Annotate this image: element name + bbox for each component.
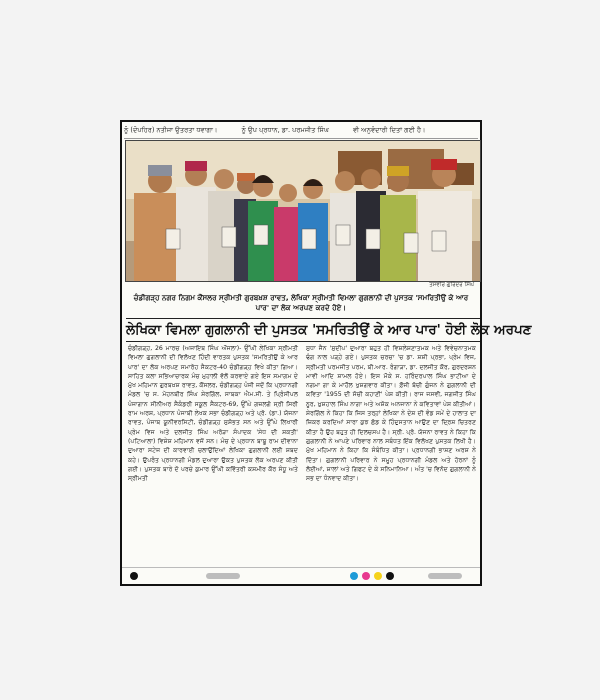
article-body	[128, 344, 476, 566]
registration-strip	[206, 573, 240, 579]
article-column-left: ਚੰਡੀਗੜ੍ਹ, 26 ਮਾਰਚ (ਅਜਾਇਬ ਸਿੰਘ ਔਜਲਾ)- ਉੱਘੀ ਲੇਖਿਕਾ ਸ੍ਰੀਮਤੀ ਵਿਮਲਾ ਗੁਗਲਾਨੀ ਦੀ ਵਿਲੱਖਣ ਹਿੰਦੀ ਵਾਰਤਕ ਪੁਸਤਕ 'ਸਮਰਿਤੀਉਂ ਕੇ ਆਰ ਪਾਰ' ਦਾ ਲੋਕ ਅਰਪਣ ਸਮਾਰੋਹ ਸੈਕਟਰ-40 ਚੰਡੀਗੜ੍ਹ ਵਿਖੇ ਕੀਤਾ ਗਿਆ। ਸਾਹਿਤ ਕਲਾ ਸਭਿਆਚਾਰਕ ਮੰਚ ਮੁਹਾਲੀ ਵੱਲੋਂ ਕਰਵਾਏ ਗਏ ਇਸ ਸਮਾਗਮ ਦੇ ਮੁੱਖ ਮਹਿਮਾਨ ਗੁਰਬਖ਼ਸ਼ ਰਾਵਤ, ਕੌਂਸਲਰ, ਚੰਡੀਗੜ੍ਹ ਪੰਜੀ ਜਦੋਂ ਕਿ ਪ੍ਰਧਾਨਗੀ ਮੰਡਲ 'ਚ ਸ. ਮੋਹਨਬੀਰ ਸਿੰਘ ਸ਼ੇਰਗਿੱਲ, ਸਾਬਕਾ ਐਮ.ਸੀ. ਤੇ ਪ੍ਰਿੰਸੀਪਲ ਪੰਜਾਗਾਨ ਸੀਨੀਅਰ ਸੈਕੰਡਰੀ ਸਕੂਲ ਸੈਕਟਰ-69, ਉੱਘੇ ਗਜ਼ਲਗੋ ਸ੍ਰੀ ਸਿਰੀ ਰਾਮ ਅਰਸ਼, ਪ੍ਰਧਾਨ ਪੰਜਾਬੀ ਲੇਖਕ ਸਭਾ ਚੰਡੀਗੜ੍ਹ ਅਤੇ ਪ੍ਰੋ. (ਡਾ.) ਯੋਜਨਾ ਰਾਵਤ, ਪੰਜਾਬ ਯੂਨੀਵਰਸਿਟੀ, ਚੰਡੀਗੜ੍ਹ ਸੁਸ਼ੋਭਤ ਸਨ ਅਤੇ ਉੱਘੇ ਲਿਖਾਰੀ ਪ੍ਰੇਮ ਵਿਜ ਅਤੇ ਦਲਜੀਤ ਸਿੰਘ ਅਰੋੜਾ ਸੰਪਾਦਕ 'ਸੇਧ ਦੀ ਸ਼ਕਤੀ' (ਪਟਿਆਲਾ) ਵਿਸ਼ੇਸ਼ ਮਹਿਮਾਨ ਵਜੋਂ ਸਨ। ਮੰਚ ਦੇ ਪ੍ਰਧਾਨ ਬਾਬੂ ਰਾਮ ਦੀਵਾਨਾ ਦੁਆਰਾ ਸਟੇਜ ਦੀ ਕਾਰਵਾਈ ਚਲਾਉਂਦਿਆਂ ਲੇਖਿਕਾ ਗੁਗਲਾਨੀ ਲਈ ਸ਼ਬਦ ਕਹੇ। ਉਪਰੰਤ ਪ੍ਰਧਾਨਗੀ ਮੰਡਲ ਦੁਆਰਾ ਉਕਤ ਪੁਸਤਕ ਲੋਕ ਅਰਪਣ ਕੀਤੀ ਗਈ। ਪੁਸਤਕ ਬਾਰੇ ਦੋ ਪਰਚੇ ਕੁਮਾਰ ਉੱਘੀ ਕਵਿੱਤਰੀ ਕਸ਼ਮੀਰ ਕੌਰ ਸੰਧੂ ਅਤੇ ਸ੍ਰੀਮਤੀ	[128, 345, 298, 483]
event-photo	[125, 140, 481, 282]
cyan-registration-icon	[350, 572, 358, 580]
previous-article-strip	[124, 122, 478, 139]
top-strip-text: ਵੀ ਅਨੁਵੰਦਾਰੀ ਦਿਤਾਂ ਗਈ ਹੈ।	[352, 126, 426, 134]
print-registration-bar	[122, 567, 480, 584]
magenta-registration-icon	[362, 572, 370, 580]
article-headline: ਲੇਖਿਕਾ ਵਿਮਲਾ ਗੁਗਲਾਨੀ ਦੀ ਪੁਸਤਕ 'ਸਮਰਿਤੀਉਂ ਕੇ ਆਰ ਪਾਰ' ਹੋਈ ਲੋਕ ਅਰਪਣ	[126, 318, 480, 342]
group-photo-illustration	[126, 141, 480, 281]
photo-caption: ਚੰਡੀਗੜ੍ਹ ਨਗਰ ਨਿਗਮ ਕੌਂਸਲਰ ਸ੍ਰੀਮਤੀ ਗੁਰਬਖ਼ਸ਼ ਰਾਵਤ, ਲੇਖਿਕਾ ਸ੍ਰੀਮਤੀ ਵਿਮਲਾ ਗੁਗਲਾਨੀ ਦੀ ਪੁਸਤਕ 'ਸਮਰਿਤੀਉਂ ਕੇ ਆਰ ਪਾਰ' ਦਾ ਲੋਕ ਅਰਪਣ ਕਰਦੇ ਹੋਏ।	[133, 293, 469, 312]
photo-credit: ਤਸਵੀਰ ਗੁਰਿੰਦਰ ਸਿੰਘ	[429, 282, 474, 288]
registration-strip	[428, 573, 462, 579]
registration-mark-icon	[130, 572, 138, 580]
article-column-right: ਸੁਧਾ ਜੈਨ 'ਸੁਦੀਪ' ਦੁਆਰਾ ਬਹੁਤ ਹੀ ਵਿਸ਼ਲੇਸ਼ਣਾਤਮਕ ਅਤੇ ਵਿਵੇਚਨਾਤਮਕ ਢੰਗ ਨਾਲ ਪੜ੍ਹੇ ਗਏ। ਪੁਸਤਕ ਚਰਚਾ 'ਚ ਡਾ. ਸ਼ਸ਼ੀ ਪ੍ਰਭਾ, ਪ੍ਰੇਮ ਵਿਜ, ਸ੍ਰੀਮਤੀ ਪਰਮਜੀਤ ਪਰਮ, ਬੀ.ਆਰ. ਰੰਗਾੜਾ, ਡਾ. ਦਲਜੀਤ ਕੌਰ, ਗੁਰਦਰਸ਼ਨ ਮਾਵੀ ਆਦਿ ਸ਼ਾਮਲ ਹੋਏ। ਇਸ ਮੌਕੇ ਸ. ਹਰਿੰਦਰਪਾਲ ਸਿੰਘ ਭਾਟੀਆ ਦੇ ਨਗਮਾ ਗਾ ਕੇ ਮਾਹੌਲ ਖੁਸ਼ਗਵਾਰ ਕੀਤਾ। ਫ਼ੌਜੀ ਬੱਚੀ ਗੁੰਜਨ ਨੇ ਗੁਗਲਾਨੀ ਦੀ ਕਵਿਤਾ '1955 ਦੀ ਸੱਚੀ ਕਹਾਣੀ' ਪੇਸ਼ ਕੀਤੀ। ਰਾਜ ਜਸਵੀ, ਜਗਜੀਤ ਸਿੰਘ ਨੂਰ, ਖ਼ੁਸ਼ਹਾਲ ਸਿੰਘ ਨਾਗਾ ਅਤੇ ਅਸ਼ੋਕ ਅਨਜਾਨਾ ਨੇ ਕਵਿਤਾਵਾਂ ਪੇਸ਼ ਕੀਤੀਆਂ। ਸ਼ੇਰਗਿੱਲ ਨੇ ਕਿਹਾ ਕਿ ਜਿਸ ਤਰ੍ਹਾਂ ਲੇਖਿਕਾ ਨੇ ਦੇਸ਼ ਦੀ ਵੰਡ ਸਮੇਂ ਦੇ ਹਾਲਾਤ ਦਾ ਜ਼ਿਕਰ ਕਰਦਿਆਂ ਸਾਰਾ ਕੁਝ ਛੱਡ ਕੇ ਹਿੰਦੁਸਤਾਨ ਆਉਣ ਦਾ ਦ੍ਰਿਸ਼ ਚਿਤਰਣ ਕੀਤਾ ਹੈ ਉਹ ਬਹੁਤ ਹੀ ਦਿਲਚਸਪ ਹੈ। ਸ੍ਰੀ. ਪ੍ਰੋ. ਯੋਜਨਾ ਰਾਵਤ ਨੇ ਕਿਹਾ ਕਿ ਗੁਗਲਾਨੀ ਨੇ ਆਪਣੇ ਪਰਿਵਾਰ ਨਾਲ ਸਬੰਧਤ ਇੱਕ ਵਿਲੱਖਣ ਪੁਸਤਕ ਲਿਖੀ ਹੈ। ਮੁੱਖ ਮਹਿਮਾਨ ਨੇ ਕਿਹਾ ਕਿ ਸੰਬੰਧਿਤ ਕੀਤਾ। ਪ੍ਰਧਾਨਗੀ ਭਾਸ਼ਣ ਅਰਸ਼ ਨੇ ਦਿੱਤਾ। ਗੁਗਲਾਨੀ ਪਰਿਵਾਰ ਨੇ ਸਮੂਹ ਪ੍ਰਧਾਨਗੀ ਮੰਡਲ ਅਤੇ ਹੋਰਨਾਂ ਨੂੰ ਲੋਈਆਂ, ਸ਼ਾਲਾਂ ਅਤੇ ਗਿਫਟ ਦੇ ਕੇ ਸਨਿਮਾਨਿਆ। ਅੰਤ 'ਚ ਵਿਨੋਦ ਗੁਗਲਾਨੀ ਨੇ ਸਭ ਦਾ ਧੰਨਵਾਦ ਕੀਤਾ।	[306, 345, 476, 483]
black-registration-icon	[386, 572, 394, 580]
yellow-registration-icon	[374, 572, 382, 580]
newspaper-clipping	[120, 120, 532, 586]
top-strip-text: ਨੂੰ (ਦੋਪਹਿਰ) ਨਤੀਜਾ ਉਤਰਤਾ ਧਵਾਗਾ।	[124, 126, 218, 134]
top-strip-text: ਨੂੰ ਉਪ ਪ੍ਰਧਾਨ, ਡਾ. ਪਰਮਜੀਤ ਸਿੰਘ	[241, 126, 329, 134]
